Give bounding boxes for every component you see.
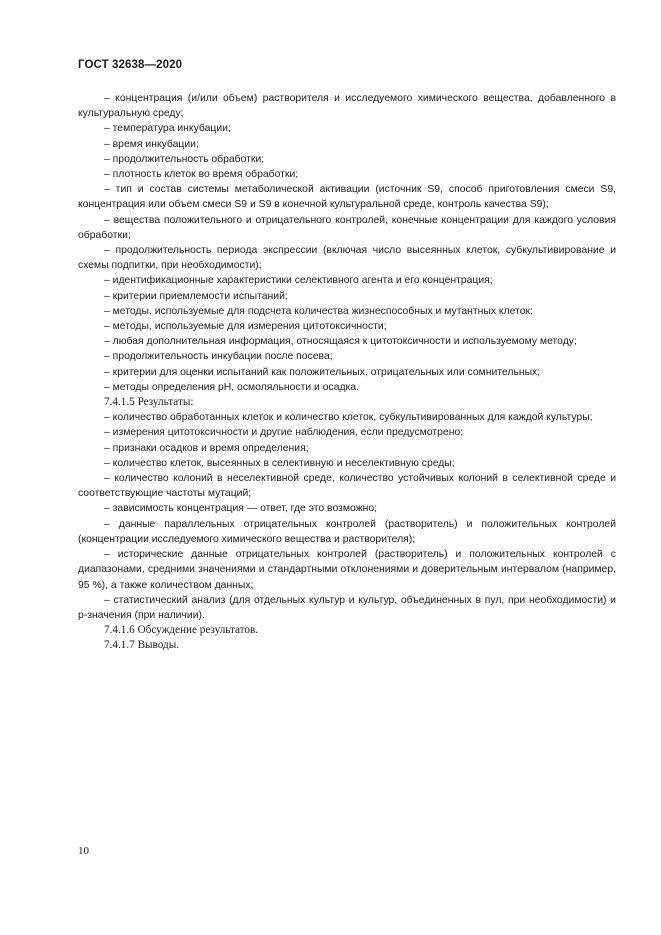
list-item: – критерии для оценки испытаний как положительных, отрицательных или сомнительных;: [104, 366, 541, 378]
list-item: – плотность клеток во время обработки;: [104, 169, 299, 181]
list-item: – методы определения pH, осмоляльности и осадка.: [104, 381, 359, 393]
list-item: – данные параллельных отрицательных контролей (растворитель) и положительных контролей (концентрации исследуемого химического вещества и растворителя);: [78, 518, 616, 545]
list-item: – время инкубации;: [104, 138, 199, 150]
list-item: – количество обработанных клеток и количество клеток, субкультивированных для каждой культуры;: [104, 412, 593, 424]
document-header: ГОСТ 32638—2020: [78, 59, 183, 71]
list-item: – продолжительность инкубации после посева;: [104, 351, 333, 363]
section-heading-results: 7.4.1.5 Результаты:: [104, 396, 194, 409]
list-item: – исторические данные отрицательных контролей (растворитель) и положительных контролей с диапазонами, средними значениями и стандартными отклонениями и доверительным интервалом (например, 95 %), а также количеством данных;: [78, 549, 616, 591]
list-reporting-conditions: [78, 91, 616, 395]
list-item: – продолжительность периода экспрессии (включая число высеянных клеток, субкультивирование и схемы подпитки, при необходимости);: [78, 245, 616, 272]
list-item: – температура инкубации;: [104, 123, 231, 135]
list-item: – идентификационные характеристики селективного агента и его концентрация;: [104, 275, 493, 287]
list-item: – количество колоний в неселективной среде, количество устойчивых колоний в селективной среде и соответствующие частоты мутаций;: [78, 473, 616, 500]
list-item: – статистический анализ (для отдельных культур и культур, объединенных в пул, при необходимости) и p-значения (при наличии).: [78, 594, 616, 621]
list-item: – критерии приемлемости испытаний;: [104, 290, 288, 302]
list-results: [78, 410, 616, 623]
list-item: – любая дополнительная информация, относящаяся к цитотоксичности и используемому методу;: [104, 336, 577, 348]
list-item: – количество клеток, высеянных в селективную и неселективную среды;: [104, 457, 455, 469]
list-item: – концентрация (и/или объем) растворителя и исследуемого химического вещества, добавленного в культуральную среду;: [78, 93, 616, 120]
list-item: – методы, используемые для подсчета количества жизнеспособных и мутантных клеток;: [104, 305, 533, 317]
list-item: – вещества положительного и отрицательного контролей, конечные концентрации для каждого условия обработки;: [78, 214, 616, 241]
list-item: – продолжительность обработки;: [104, 153, 265, 165]
list-item: – тип и состав системы метаболической активации (источник S9, способ приготовления смеси S9, концентрация или объем смеси S9 и S9 в конечной культуральной среде, контроль качества S9);: [78, 184, 616, 211]
section-heading-discussion: 7.4.1.6 Обсуждение результатов.: [104, 624, 259, 637]
list-item: – методы, используемые для измерения цитотоксичности;: [104, 321, 387, 333]
document-body: [78, 91, 616, 654]
list-item: – зависимость концентрация — ответ, где это возможно;: [104, 503, 378, 515]
list-item: – измерения цитотоксичности и другие наблюдения, если предусмотрено;: [104, 427, 464, 439]
list-item: – признаки осадков и время определения;: [104, 442, 309, 454]
section-heading-conclusions: 7.4.1.7 Выводы.: [104, 639, 180, 652]
page-number: 10: [78, 845, 89, 857]
